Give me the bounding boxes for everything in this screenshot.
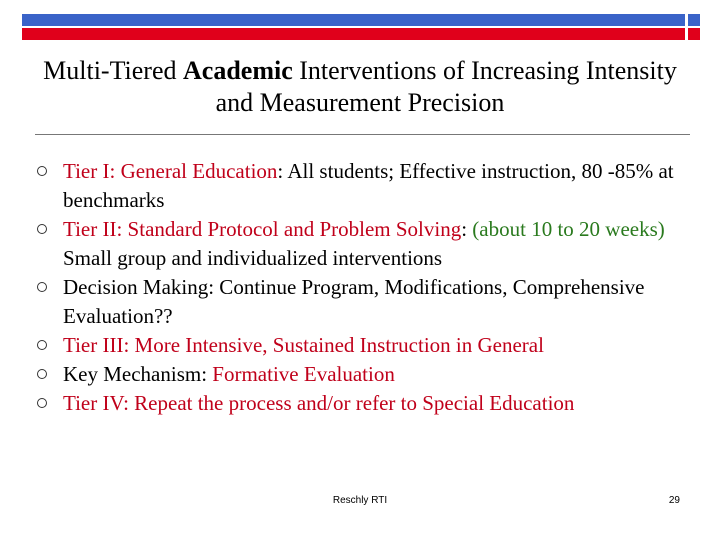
bullet-item: Tier III: More Intensive, Sustained Instruction in General xyxy=(37,331,697,360)
bullet-circle-icon xyxy=(37,282,47,292)
bullet-item: Tier II: Standard Protocol and Problem Solving: (about 10 to 20 weeks) Small group and individualized interventions xyxy=(37,215,697,273)
header-square-blue xyxy=(688,14,700,26)
header-bar-red xyxy=(22,28,685,40)
bullet-circle-icon xyxy=(37,166,47,176)
footer-text: Reschly RTI xyxy=(332,495,388,506)
bullet-circle-icon xyxy=(37,340,47,350)
bullet-circle-icon xyxy=(37,398,47,408)
bullet-item: Decision Making: Continue Program, Modifications, Comprehensive Evaluation?? xyxy=(37,273,697,331)
header-square-red xyxy=(688,28,700,40)
bullet-item: Tier IV: Repeat the process and/or refer to Special Education xyxy=(37,389,697,418)
bullet-item: Tier I: General Education: All students; Effective instruction, 80 -85% at benchmarks xyxy=(37,157,697,215)
bullet-circle-icon xyxy=(37,224,47,234)
slide-title: Multi-Tiered Academic Interventions of Increasing Intensity and Measurement Precision xyxy=(43,56,677,117)
bullet-circle-icon xyxy=(37,369,47,379)
header-bar-blue xyxy=(22,14,685,26)
title-divider xyxy=(35,134,690,135)
page-number: 29 xyxy=(668,495,680,506)
bullet-list xyxy=(37,157,697,418)
bullet-item: Key Mechanism: Formative Evaluation xyxy=(37,360,697,389)
